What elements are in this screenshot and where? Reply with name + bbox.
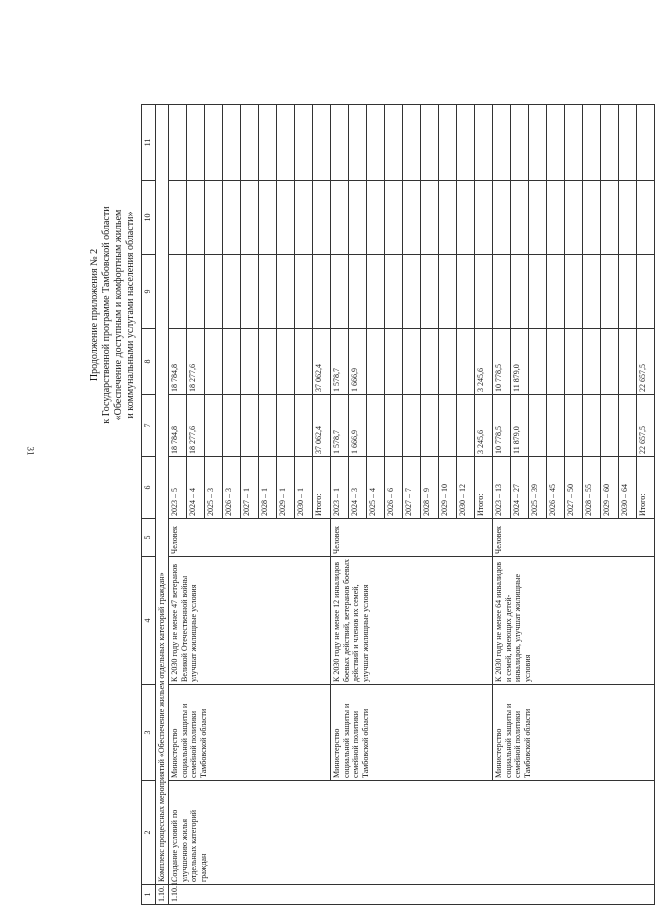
empty-cell — [385, 255, 403, 329]
unit-cell: Человек — [169, 519, 331, 557]
empty-cell — [349, 255, 367, 329]
empty-cell — [223, 181, 241, 255]
empty-cell — [529, 181, 547, 255]
empty-cell — [619, 255, 637, 329]
empty-cell — [259, 255, 277, 329]
value-cell: 22 657,5 — [637, 329, 655, 395]
year-cell: 2024 – 3 — [349, 457, 367, 519]
year-cell: 2028 – 9 — [421, 457, 439, 519]
result-cell: К 2030 году не менее 47 ветеранов Великой Отечественной войны улучшат жилищные условия — [169, 557, 331, 685]
rotated-sheet — [89, 105, 647, 905]
empty-cell — [295, 255, 313, 329]
value-cell — [241, 395, 259, 457]
empty-cell — [367, 105, 385, 181]
value-cell — [583, 395, 601, 457]
empty-cell — [421, 181, 439, 255]
empty-cell — [547, 181, 565, 255]
empty-cell — [367, 255, 385, 329]
value-cell — [547, 329, 565, 395]
value-cell — [457, 395, 475, 457]
total-label: Итого: — [313, 457, 331, 519]
value-cell — [457, 329, 475, 395]
value-cell: 10 778,5 — [493, 395, 511, 457]
value-cell: 37 062,4 — [313, 395, 331, 457]
executor-cell: Министерство социальной защиты и семейной политики Тамбовской области — [169, 685, 331, 781]
column-header: 8 — [142, 329, 156, 395]
value-cell: 1 578,7 — [331, 395, 349, 457]
year-cell: 2029 – 10 — [439, 457, 457, 519]
section-title: Комплекс процессных мероприятий «Обеспечение жильем отдельных категорий граждан» — [156, 105, 169, 885]
empty-cell — [331, 181, 349, 255]
empty-cell — [421, 105, 439, 181]
value-cell: 1 666,9 — [349, 395, 367, 457]
section-number: 1.10. — [156, 885, 169, 905]
empty-cell — [403, 105, 421, 181]
empty-cell — [295, 181, 313, 255]
year-cell: 2030 – 1 — [295, 457, 313, 519]
year-cell: 2027 – 50 — [565, 457, 583, 519]
value-cell: 11 879,0 — [511, 395, 529, 457]
empty-cell — [565, 105, 583, 181]
value-cell — [529, 329, 547, 395]
value-cell — [619, 395, 637, 457]
value-cell: 10 778,5 — [493, 329, 511, 395]
value-cell — [259, 395, 277, 457]
empty-cell — [529, 105, 547, 181]
empty-cell — [601, 105, 619, 181]
year-cell: 2027 – 7 — [403, 457, 421, 519]
value-cell: 18 784,8 — [169, 329, 187, 395]
empty-cell — [493, 105, 511, 181]
column-header: 2 — [142, 781, 156, 885]
unit-cell: Человек — [493, 519, 655, 557]
result-cell: К 2030 году не менее 12 инвалидов боевых действий, ветеранов боевых действий и членов их семей, улучшат жилищные условия — [331, 557, 493, 685]
empty-cell — [385, 105, 403, 181]
year-cell: 2024 – 27 — [511, 457, 529, 519]
empty-cell — [241, 105, 259, 181]
value-cell: 3 245,6 — [475, 395, 493, 457]
measure-name: Создание условий по улучшению жилья отдельных категорий граждан — [169, 781, 655, 885]
empty-cell — [349, 181, 367, 255]
value-cell — [223, 329, 241, 395]
year-cell: 2023 – 5 — [169, 457, 187, 519]
year-cell: 2025 – 4 — [367, 457, 385, 519]
year-cell: 2025 – 39 — [529, 457, 547, 519]
empty-cell — [619, 105, 637, 181]
empty-cell — [475, 255, 493, 329]
empty-cell — [475, 105, 493, 181]
empty-cell — [187, 181, 205, 255]
value-cell — [403, 395, 421, 457]
empty-cell — [439, 181, 457, 255]
page-number: 31 — [25, 446, 36, 456]
empty-cell — [493, 181, 511, 255]
value-cell: 11 879,0 — [511, 329, 529, 395]
empty-cell — [313, 181, 331, 255]
column-header: 9 — [142, 255, 156, 329]
empty-cell — [187, 255, 205, 329]
year-cell: 2028 – 1 — [259, 457, 277, 519]
empty-cell — [583, 255, 601, 329]
empty-cell — [403, 181, 421, 255]
year-cell: 2028 – 55 — [583, 457, 601, 519]
value-cell — [205, 395, 223, 457]
empty-cell — [277, 255, 295, 329]
measure-number: 1.10.1. — [169, 885, 655, 905]
empty-cell — [565, 255, 583, 329]
empty-cell — [601, 181, 619, 255]
empty-cell — [205, 181, 223, 255]
empty-cell — [421, 255, 439, 329]
empty-cell — [313, 105, 331, 181]
empty-cell — [547, 105, 565, 181]
empty-cell — [259, 181, 277, 255]
year-cell: 2024 – 4 — [187, 457, 205, 519]
value-cell — [259, 329, 277, 395]
empty-cell — [277, 181, 295, 255]
empty-cell — [457, 105, 475, 181]
value-cell — [619, 329, 637, 395]
empty-cell — [583, 181, 601, 255]
column-header: 11 — [142, 105, 156, 181]
value-cell — [295, 329, 313, 395]
year-cell: 2023 – 13 — [493, 457, 511, 519]
value-cell — [277, 329, 295, 395]
value-cell — [403, 329, 421, 395]
program-table — [141, 104, 655, 905]
column-header: 5 — [142, 519, 156, 557]
value-cell: 18 277,6 — [187, 329, 205, 395]
empty-cell — [331, 105, 349, 181]
empty-cell — [349, 105, 367, 181]
year-cell: 2026 – 6 — [385, 457, 403, 519]
caption-line: к Государственной программе Тамбовской области — [101, 206, 112, 424]
empty-cell — [169, 105, 187, 181]
year-cell: 2026 – 45 — [547, 457, 565, 519]
value-cell — [529, 395, 547, 457]
empty-cell — [637, 181, 655, 255]
year-cell: 2029 – 1 — [277, 457, 295, 519]
value-cell: 1 666,9 — [349, 329, 367, 395]
empty-cell — [205, 255, 223, 329]
empty-cell — [331, 255, 349, 329]
value-cell — [367, 395, 385, 457]
value-cell: 18 784,8 — [169, 395, 187, 457]
empty-cell — [511, 105, 529, 181]
empty-cell — [439, 105, 457, 181]
year-cell: 2025 – 3 — [205, 457, 223, 519]
column-number-row — [142, 105, 156, 905]
value-cell — [601, 329, 619, 395]
empty-cell — [367, 181, 385, 255]
value-cell — [421, 395, 439, 457]
column-header: 6 — [142, 457, 156, 519]
empty-cell — [511, 181, 529, 255]
value-cell — [583, 329, 601, 395]
empty-cell — [457, 255, 475, 329]
year-row — [169, 105, 187, 905]
empty-cell — [313, 255, 331, 329]
empty-cell — [223, 255, 241, 329]
empty-cell — [565, 181, 583, 255]
value-cell — [565, 395, 583, 457]
caption-line: Продолжение приложения № 2 — [89, 248, 100, 382]
section-row — [156, 105, 169, 905]
value-cell — [601, 395, 619, 457]
empty-cell — [277, 105, 295, 181]
value-cell — [205, 329, 223, 395]
empty-cell — [187, 105, 205, 181]
value-cell: 3 245,6 — [475, 329, 493, 395]
year-cell: 2029 – 60 — [601, 457, 619, 519]
executor-cell: Министерство социальной защиты и семейной политики Тамбовской области — [331, 685, 493, 781]
unit-cell: Человек — [331, 519, 493, 557]
empty-cell — [475, 181, 493, 255]
empty-cell — [205, 105, 223, 181]
value-cell — [439, 329, 457, 395]
total-label: Итого: — [637, 457, 655, 519]
empty-cell — [439, 255, 457, 329]
value-cell — [547, 395, 565, 457]
empty-cell — [619, 181, 637, 255]
column-header: 7 — [142, 395, 156, 457]
value-cell — [241, 329, 259, 395]
empty-cell — [169, 181, 187, 255]
value-cell — [223, 395, 241, 457]
empty-cell — [241, 255, 259, 329]
caption-line: «Обеспечение доступным и комфортным жильем — [113, 209, 124, 421]
empty-cell — [637, 255, 655, 329]
value-cell: 18 277,6 — [187, 395, 205, 457]
value-cell — [385, 395, 403, 457]
empty-cell — [601, 255, 619, 329]
year-cell: 2030 – 12 — [457, 457, 475, 519]
empty-cell — [169, 255, 187, 329]
value-cell — [367, 329, 385, 395]
executor-cell: Министерство социальной защиты и семейной политики Тамбовской области — [493, 685, 655, 781]
value-cell — [295, 395, 313, 457]
empty-cell — [385, 181, 403, 255]
value-cell — [421, 329, 439, 395]
empty-cell — [637, 105, 655, 181]
column-header: 10 — [142, 181, 156, 255]
year-cell: 2026 – 3 — [223, 457, 241, 519]
value-cell — [565, 329, 583, 395]
year-cell: 2023 – 1 — [331, 457, 349, 519]
value-cell — [277, 395, 295, 457]
empty-cell — [493, 255, 511, 329]
empty-cell — [547, 255, 565, 329]
empty-cell — [511, 255, 529, 329]
column-header: 3 — [142, 685, 156, 781]
empty-cell — [241, 181, 259, 255]
empty-cell — [295, 105, 313, 181]
empty-cell — [583, 105, 601, 181]
result-cell: К 2030 году не менее 64 инвалидов и семей, имеющих детей-инвалидов, улучшат жилищные условия — [493, 557, 655, 685]
year-cell: 2030 – 64 — [619, 457, 637, 519]
empty-cell — [259, 105, 277, 181]
value-cell — [385, 329, 403, 395]
value-cell: 1 578,7 — [331, 329, 349, 395]
caption-line: и коммунальными услугами населения области» — [125, 211, 136, 419]
empty-cell — [529, 255, 547, 329]
year-cell: 2027 – 1 — [241, 457, 259, 519]
value-cell: 22 657,5 — [637, 395, 655, 457]
column-header: 4 — [142, 557, 156, 685]
column-header: 1 — [142, 885, 156, 905]
total-label: Итого: — [475, 457, 493, 519]
value-cell: 37 062,4 — [313, 329, 331, 395]
value-cell — [439, 395, 457, 457]
empty-cell — [457, 181, 475, 255]
empty-cell — [403, 255, 421, 329]
appendix-caption — [89, 105, 139, 525]
empty-cell — [223, 105, 241, 181]
